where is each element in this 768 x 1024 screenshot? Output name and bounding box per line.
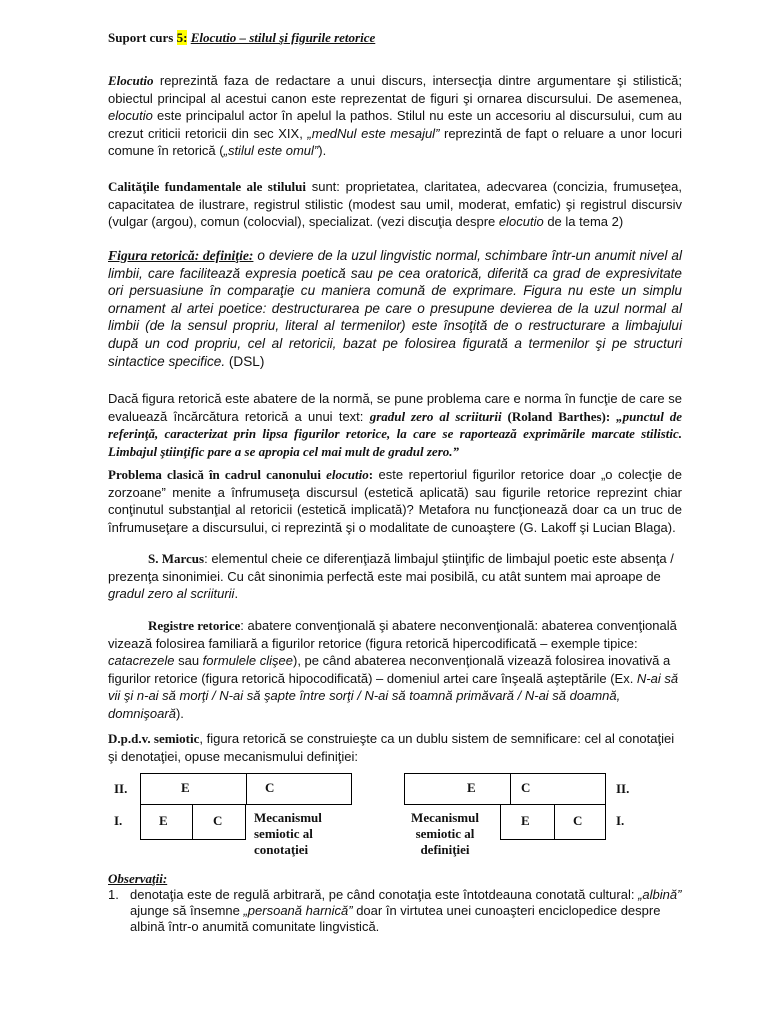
text: denotaţia este de regulă arbitrară, pe când conotaţia este întotdeauna conotată cultural: [130,887,639,902]
left-bottom-c-cell [192,804,246,840]
observations-heading: Observaţii: [108,871,168,886]
paragraph-elocutio [108,72,682,160]
text: o deviere de la uzul lingvistic normal, schimbare într-un anumit nivel al limbii, care facilitează expresia poetică sau pe cea oratorică, diferită ca grad de expresivitate ori persuasiune în comparaţie cu maniera comună de exprimare. Figura nu este un simplu ornament al artei poetice: destructurarea pe care o presupune devierea de la uzul normal al limbii (de la sensul propriu, literal al termenilor) este însoţită de o restructurare a limbajului după un cod propriu, cel al retoricii, bazat pe folosirea figurată a termenilor şi pe structuri sintactice specifice. [108,248,682,369]
term-elocutio: Elocutio [108,73,154,88]
course-number: 5: [176,30,188,45]
text: reprezintă de fapt o reluare a unor locuri comune în retorică ( [108,125,683,158]
text: : elementul cheie ce diferenţiază limbajul ştiinţific de limbajul poetic este absenţa / prezenţa sinonimiei. Cu cât sinonimia perfectă este mai posibilă, cu atât suntem mai aproape de [108,551,674,584]
left-top-c: C [265,780,275,795]
quote-medium: „medNul este mesajul” [307,125,440,141]
course-title: Elocutio – stilul şi figurile retorice [190,30,376,45]
left-top-e: E [181,780,190,795]
paragraph-classic-problem [108,466,682,536]
page-title [108,30,375,46]
paragraph-zero-degree [108,390,682,460]
paragraph-figure-definition [108,247,682,370]
left-level-one: I. [114,813,123,828]
term-cliche: formulele clişee [202,653,293,668]
left-top-c-cell [246,773,352,805]
right-level-one: I. [616,813,625,828]
right-bottom-e-cell [500,804,554,840]
heading-classic-problem: Problema clasică în cadrul canonului [108,467,327,482]
right-top-c: C [521,780,531,795]
right-bottom-c-cell [554,804,606,840]
paragraph-rhetorical-registers [108,617,682,722]
text: sunt: proprietatea, claritatea, adecvarea (concizia, frumuseţea, capacitatea de ilustrare, registrul stilistic (modest sau umil, moderat, emfatic) şi registrul discursiv (vulgar (argou), comun (colocvial), specializat. (vezi discuţia despre [108,179,683,229]
text: ). [318,143,327,158]
colon: : [368,467,374,482]
heading-style-qualities: Calităţile fundamentale ale stilului [108,179,307,194]
term-catachresis: catacrezele [108,653,175,668]
term-zero-degree: gradul zero al scriiturii [369,408,502,424]
term-zero-degree: gradul zero al scriiturii [108,586,235,601]
text: , figura retorică se construieşte ca un dublu sistem de semnificare: cel al conotaţiei şi denotaţiei, opuse mecanismului definiţiei: [108,731,675,764]
observations-list [108,887,682,935]
quote-barthes: „punctul de referinţă, caracterizat prin lipsa figurilor retorice, la care se raportează exprimările marcate stilistic. Limbajul ştiinţific pare a se apropia cel mai mult de gradul zero.” [108,408,682,459]
left-caption: Mecanismul semiotic al conotaţiei [254,810,322,857]
right-bottom-c: C [573,813,583,828]
text: este principalul actor în apelul la pathos. Stilul nu este un accesoriu al discursului, cum au crezut criticii retoricii din sec XIX, [108,108,682,141]
right-top-c-cell [510,773,606,805]
list-item [108,887,682,935]
right-bottom-e: E [521,813,530,828]
left-level-two: II. [114,781,128,796]
right-level-two: II. [616,781,630,796]
semiotic-diagrams [108,773,682,873]
text: reprezintă faza de redactare a unui discurs, intersecţia dintre argumentare şi stilistică; obiectul principal al acestui canon este reprezentat de figuri şi ornarea discursului. De asemenea, [108,73,682,106]
text: Dacă figura retorică este abatere de la normă, se pune problema care e norma în funcţie de care se evaluează încărcătura retorică a unui text: [108,391,682,424]
text: sau [174,653,203,668]
term-elocutio: elocutio [498,214,544,229]
right-caption: Mecanismul semiotic al definiţiei [411,810,479,857]
text: ), pe când abaterea neconvenţională vizează folosirea inovativă a figurilor retorice (figura retorică hipocodificată) – domeniul artei care înşeală aşteptările (Ex. [108,653,671,686]
paragraph-semiotic [108,730,682,765]
text: ). [175,705,184,721]
paragraph-marcus [108,550,682,603]
text: ajunge să însemne [130,903,244,918]
text: . [234,586,239,601]
left-bottom-c: C [213,813,223,828]
term-elocutio: elocutio [326,467,369,482]
term-elocutio-2: elocutio [108,108,153,123]
quote-hardworking: „persoană harnică” [243,903,353,918]
author-barthes: (Roland Barthes): [501,408,617,424]
quote-bee: „albină” [638,887,682,902]
left-bottom-e: E [159,813,168,828]
right-top-e: E [467,780,476,795]
text: : abatere convenţională şi abatere neconvenţională: abaterea convenţională vizează folosirea familiară a figurilor retorice (figura retorică hipercodificată – exemple tipice: [108,618,677,651]
name-marcus: S. Marcus [148,551,205,566]
item-number: 1. [108,887,119,902]
text: este repertoriul figurilor retorice doar „o colecţie de zorzoane” menite a înfrumuseţa discursul (estetică aplicată) sau figurile retorice reprezint chiar conţinutul substanţial al retoricii (estetică implicată)? Metafora nu funcţionează doar ca un truc de înfrumuseţare a discursului, ci reprezintă şi o modalitate de cunoaştere (G. Lakoff şi Lucian Blaga). [108,467,682,535]
heading-semiotic: D.p.d.v. semiotic [108,731,200,746]
heading-rhetorical-registers: Registre retorice [148,618,241,633]
left-top-e-cell [140,773,246,805]
title-prefix: Suport curs [108,30,174,45]
example-verse: N-ai să vii şi n-ai să morţi / N-ai să şapte între sorţi / N-ai să toamnă primăvară / N-ai să doamnă, domnişoară [108,670,679,721]
quote-style: „stilul este omul” [223,143,319,158]
text: doar în virtutea unei cunoaşteri enciclopedice despre albină într-o anumită comunitate lingvistică. [130,903,661,934]
source-dsl: (DSL) [225,353,265,369]
text: de la tema 2) [543,214,624,229]
left-bottom-e-cell [140,804,192,840]
paragraph-style-qualities [108,178,682,231]
heading-figure-definition: Figura retorică: definiţie: [108,248,254,263]
right-top-e-cell [404,773,510,805]
